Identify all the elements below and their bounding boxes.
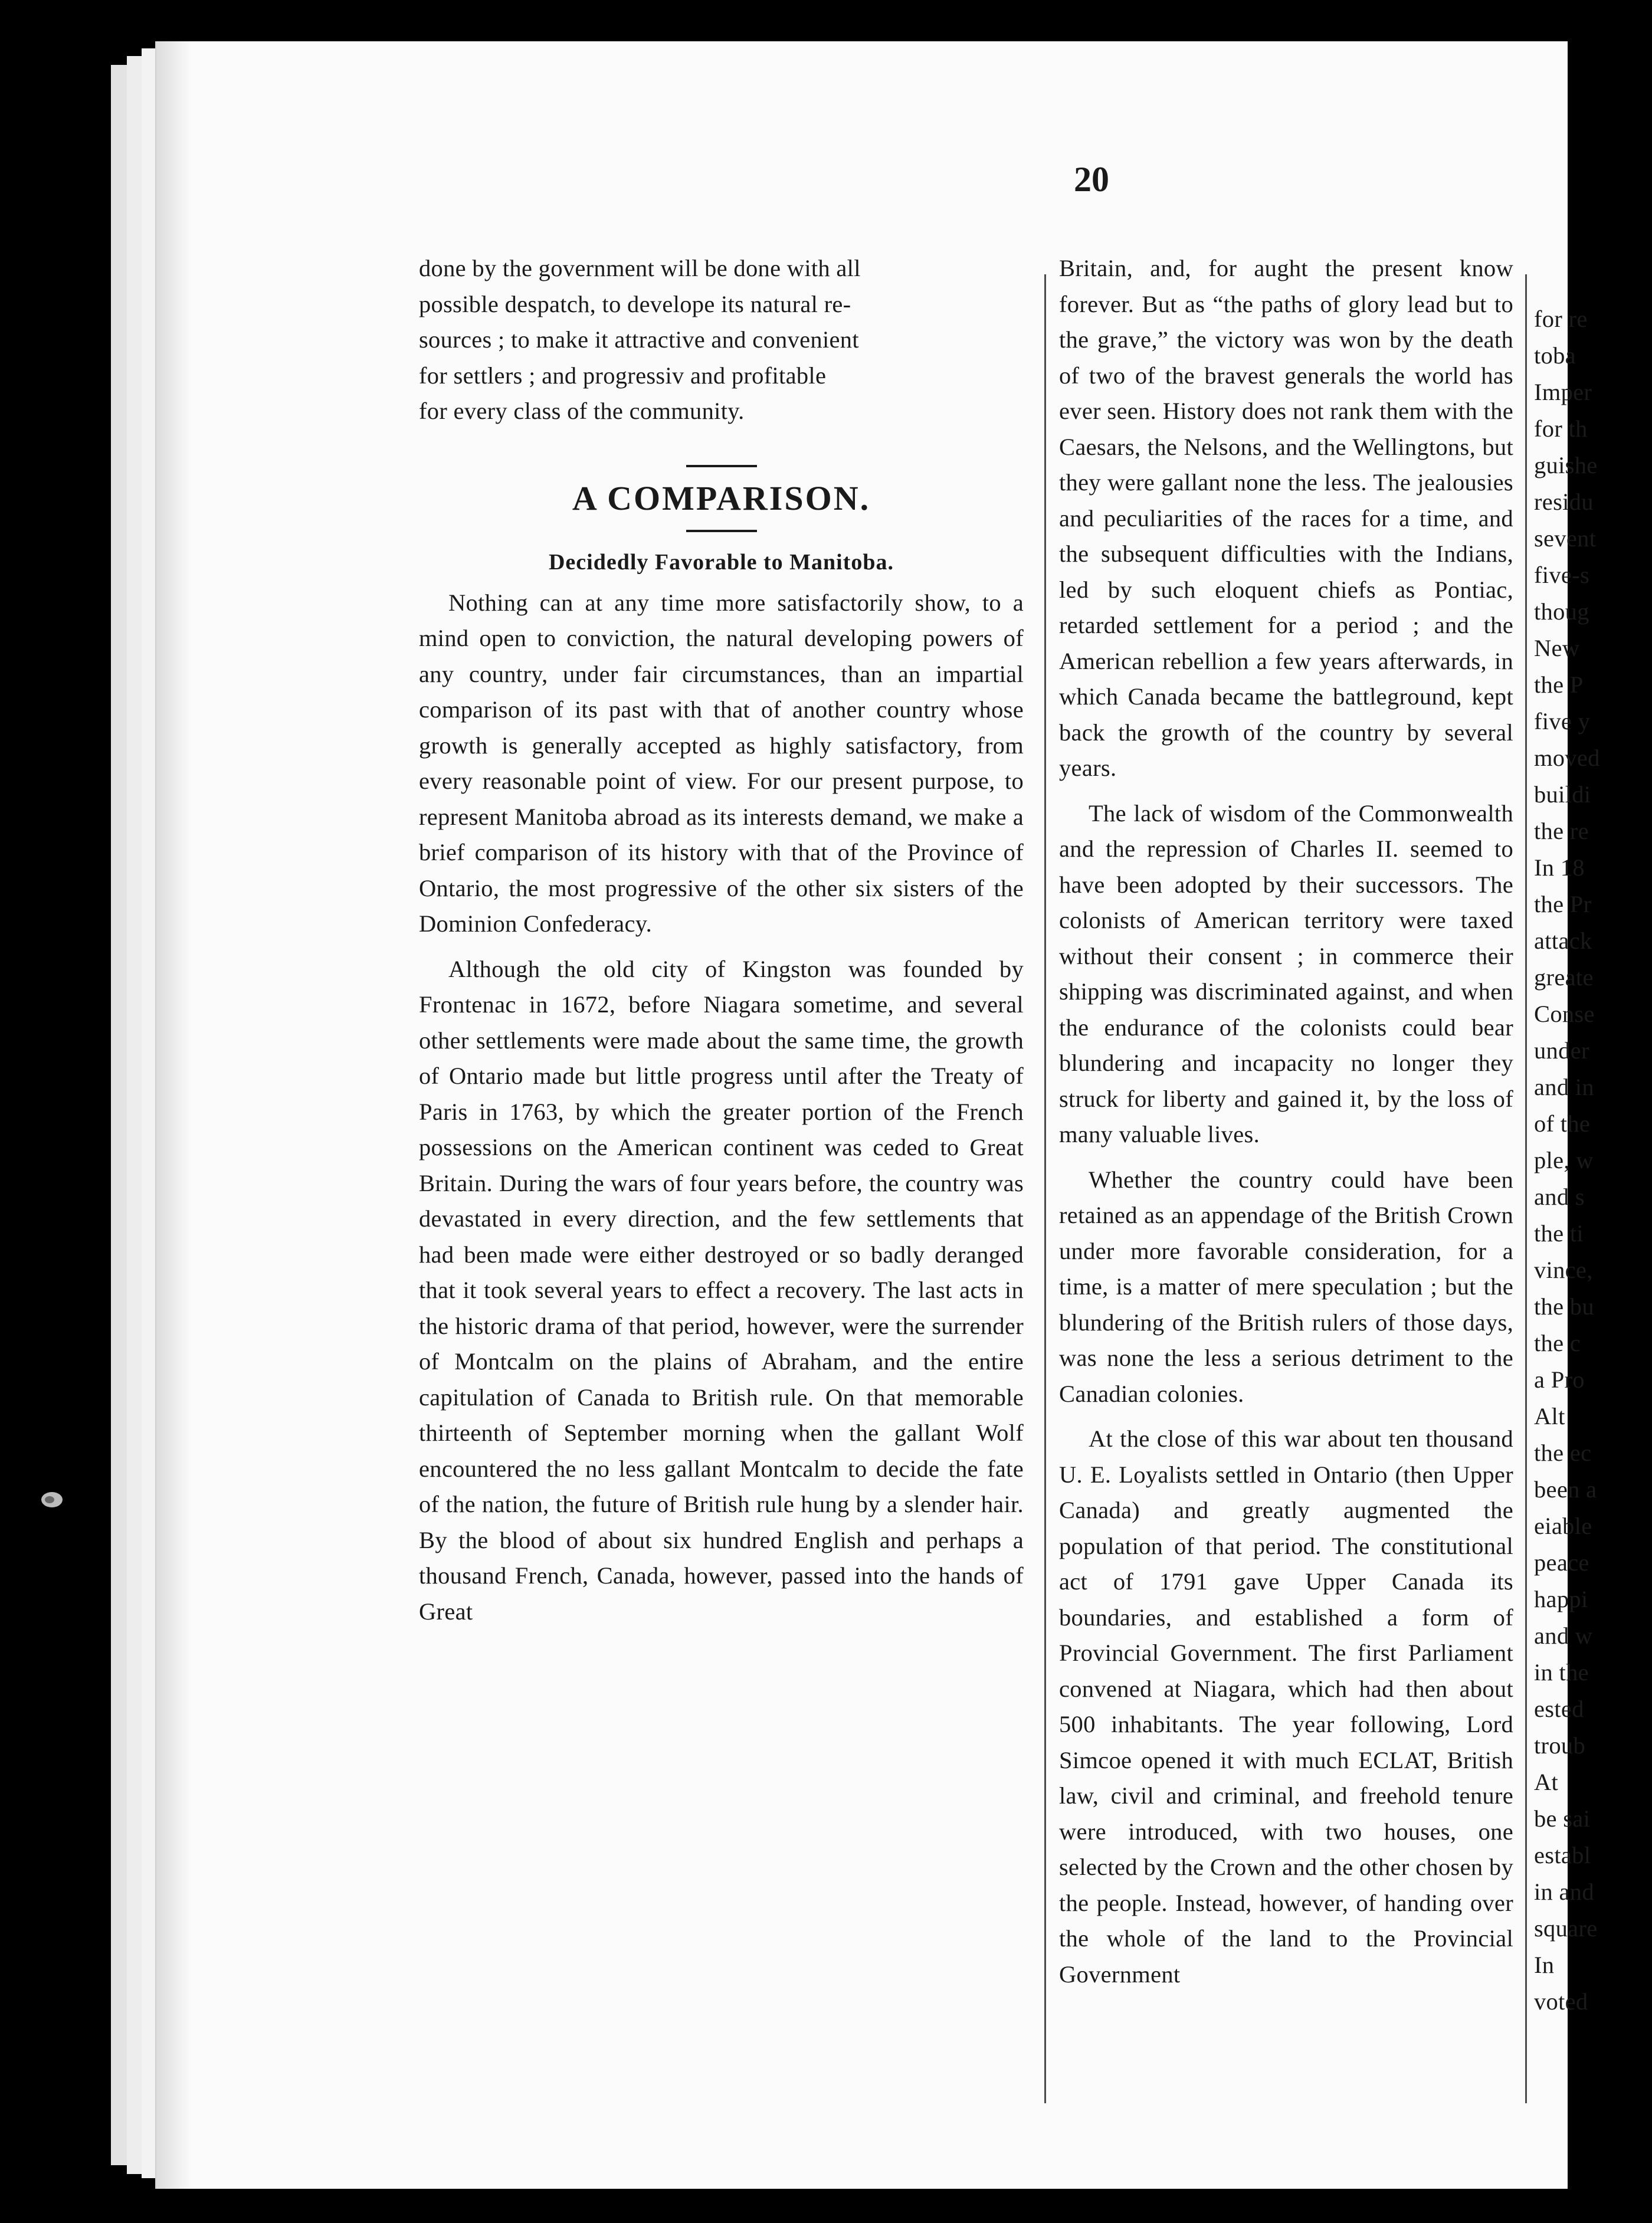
column-3-fragment: troub	[1534, 1732, 1585, 1759]
column-3-fragment: sevent	[1534, 525, 1597, 552]
column-3-fragment: At	[1534, 1769, 1559, 1795]
column-3-fragment: guishe	[1534, 452, 1598, 478]
column-3-fragment: the ec	[1534, 1440, 1592, 1466]
column-1	[419, 251, 1024, 1629]
column-3-fragment: establ	[1534, 1842, 1591, 1868]
column-3-fragment: eiable	[1534, 1513, 1592, 1539]
gutter-shadow	[156, 41, 192, 2189]
column-3-fragment: Conse	[1534, 1001, 1595, 1027]
column-3-fragment: moved	[1534, 745, 1600, 771]
column-3-fragment: and s	[1534, 1183, 1585, 1210]
column-3-fragment: peace	[1534, 1549, 1589, 1576]
column-3-fragment: in and	[1534, 1878, 1594, 1905]
column-3-fragment: the bu	[1534, 1293, 1594, 1320]
column-3-fragment: Alt	[1534, 1403, 1565, 1429]
column-3-fragment: and in	[1534, 1074, 1594, 1100]
column-rule-1	[1044, 274, 1046, 2103]
intro-line: for settlers ; and progressiv and profitable	[419, 362, 827, 389]
article-paragraph: Whether the country could have been retained as an appendage of the British Crown under more favorable consideration, for a time, is a matter of mere speculation ; but the blundering of the British rulers of those days, was none the less a serious detriment to the Canadian colonies.	[1059, 1166, 1513, 1407]
intro-line: done by the government will be done with all	[419, 255, 861, 281]
article-paragraph: At the close of this war about ten thousand U. E. Loyalists settled in Ontario (then Upper Canada) and greatly augmented the population of that period. The constitutional act of 1791 gave Upper Canada its boundaries, and established a form of Provincial Government. The first Parliament convened at Niagara, which had then about 500 inhabitants. The year following, Lord Simcoe opened it with much ECLAT, British law, civil and criminal, and freehold tenure were introduced, with two houses, one selected by the Crown and the other chosen by the people. Instead, however, of handing over the whole of the land to the Provincial Government	[1059, 1425, 1513, 1988]
binding-mark	[40, 1490, 64, 1510]
column-rule-2	[1525, 274, 1527, 2103]
article-paragraph: Britain, and, for aught the present know forever. But as “the paths of glory lead but to the grave,” the victory was won by the death of two of the bravest generals the world has ever seen. History does not rank them with the Caesars, the Nelsons, and the Wellingtons, but they were gallant none the less. The jealousies and peculiarities of the races for a time, and the subsequent difficulties with the Indians, led by such eloquent chiefs as Pontiac, retarded settlement for a period ; and the American rebellion a few years afterwards, in which Canada became the battleground, kept back the growth of the country by several years.	[1059, 255, 1513, 781]
column-3-fragment: Imper	[1534, 379, 1592, 405]
heading-rule-top	[686, 465, 757, 467]
column-3-fragment: In	[1534, 1952, 1555, 1978]
column-3-fragment: vince,	[1534, 1257, 1593, 1283]
column-3-fragment: five y	[1534, 708, 1591, 735]
intro-line: for every class of the community.	[419, 398, 745, 424]
column-3-fragment: the P	[1534, 671, 1584, 698]
column-3-fragment: attack	[1534, 927, 1592, 954]
article-subheading: Decidedly Favorable to Manitoba.	[548, 549, 894, 575]
column-3-fragment: five-s	[1534, 562, 1590, 588]
column-3-fragment: toba	[1534, 342, 1576, 369]
newspaper-page	[156, 41, 1600, 2189]
column-2	[1059, 251, 1513, 1992]
article-paragraph: Although the old city of Kingston was founded by Frontenac in 1672, before Niagara sometime, and several other settlements were made about the same time, the growth of Ontario made but little progress until after the Treaty of Paris in 1763, by which the greater portion of the French possessions on the American continent was ceded to Great Britain. During the wars of four years before, the country was devastated in every direction, and the few settlements that had been made were either destroyed or so badly deranged that it took several years to effect a recovery. The last acts in the historic drama of that period, however, were the surrender of Montcalm on the plains of Abraham, and the entire capitulation of Canada to British rule. On that memorable thirteenth of September morning when the gallant Wolf encountered the no less gallant Montcalm to decide the fate of the nation, the future of British rule hung by a slender hair. By the blood of about six hundred English and perhaps a thousand French, Canada, however, passed into the hands of Great	[419, 955, 1024, 1625]
page-number: 20	[1074, 160, 1109, 199]
heading-rule-bottom	[686, 530, 757, 532]
column-3-fragment: the Pr	[1534, 891, 1592, 917]
column-3-fragment: for re	[1534, 306, 1588, 332]
column-3-fragment: residu	[1534, 488, 1594, 515]
column-3-fragment: a Pro	[1534, 1366, 1585, 1393]
column-3-fragment: New	[1534, 635, 1580, 661]
article-paragraph: The lack of wisdom of the Commonwealth and the repression of Charles II. seemed to have been adopted by their successors. The colonists of American territory were taxed without their consent ; in commerce their shipping was discriminated against, and when the endurance of the colonists could bear blundering and incapacity no longer they struck for liberty and gained it, by the loss of many valuable lives.	[1059, 799, 1513, 1147]
intro-paragraph	[419, 251, 1024, 429]
column-3-fragment: the re	[1534, 818, 1589, 844]
column-3-fragment: the ti	[1534, 1220, 1584, 1247]
column-3-fragment: been a	[1534, 1476, 1597, 1503]
column-3-fragment: greate	[1534, 964, 1594, 991]
column-3-fragment: for th	[1534, 415, 1588, 442]
column-3-fragment: happi	[1534, 1586, 1588, 1612]
column-3-fragment: square	[1534, 1915, 1598, 1942]
column-3-fragment: the c	[1534, 1330, 1581, 1356]
column-3-fragment: ple, w	[1534, 1147, 1594, 1173]
article-heading: A COMPARISON.	[572, 478, 871, 517]
column-3	[1534, 301, 1652, 2020]
intro-line: sources ; to make it attractive and convenient	[419, 326, 859, 353]
column-3-fragment: ested	[1534, 1696, 1584, 1722]
column-3-fragment: and w	[1534, 1622, 1593, 1649]
column-3-fragment: In 18	[1534, 854, 1585, 881]
intro-line: possible despatch, to develope its natural re-	[419, 290, 851, 317]
column-3-fragment: buildi	[1534, 781, 1591, 808]
column-3-fragment: be sai	[1534, 1805, 1591, 1832]
column-3-fragment: thoug	[1534, 598, 1589, 625]
column-3-fragment: voted	[1534, 1988, 1588, 2015]
article-paragraph: Nothing can at any time more satisfactorily show, to a mind open to conviction, the natural developing powers of any country, under fair circumstances, than an impartial comparison of its past with that of another country whose growth is generally accepted as highly satisfactory, from every reasonable point of view. For our present purpose, to represent Manitoba abroad as its interests demand, we make a brief comparison of its history with that of the Province of Ontario, the most progressive of the other six sisters of the Dominion Confederacy.	[419, 589, 1024, 937]
column-3-fragment: of the	[1534, 1110, 1591, 1137]
column-3-fragment: under	[1534, 1037, 1589, 1064]
column-3-fragment: in the	[1534, 1659, 1589, 1686]
